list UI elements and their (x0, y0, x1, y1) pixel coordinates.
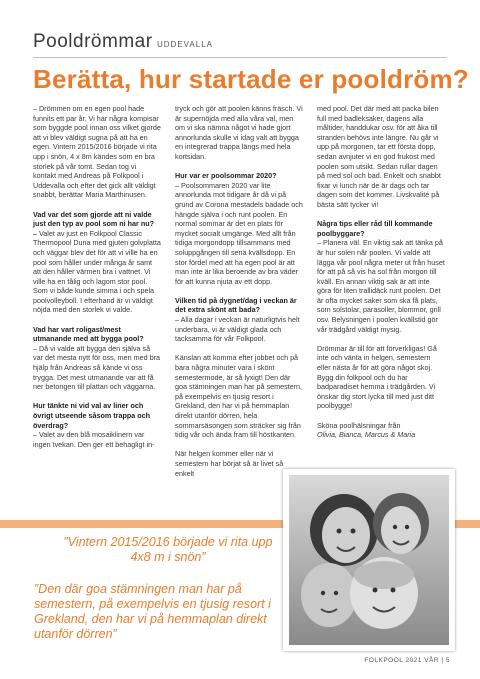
page-footer: FOLKPOOL 2021 VÅR | 5 (364, 657, 450, 664)
paragraph: med pool. Det där med att packa bilen full med badleksaker, dagens alla måltider, handdukar osv. för att åka till stranden behövs inte längre. Nu går vi upp på morgonen, tar ett första dopp, sedan avnjuter vi en god frukost med poolen som utsikt. Sedan rullar dagen på med sol och bad. Enkelt och snabbt fixar vi lunch när de är dags och tar dagen som det kommer. Livskvalité på bästa sätt tycker vi! (317, 104, 441, 209)
paragraph: tryck och gör att poolen känns fräsch. Vi är supernöjda med alla våra val, men om vi ska nämna något vi hade gjort annorlunda skulle vi idag valt att bygga en integrerad trappa längs med hela kortsidan. (175, 104, 303, 161)
article-headline: Berätta, hur startade er pooldröm? (33, 64, 469, 94)
paragraph: Drömmar är till för att förverkligas! Gå inte och vänta in helgen, semestern eller nästa år för att göra något skoj. Bygg din folkpool och du har badparadiset hemma i trädgården. Vi önskar dig stort lycka till med just ditt poolbygge! (317, 343, 437, 411)
interview-question: Hur tänkte ni vid val av liner och övrigt utseende såsom trappa och överdrag? (33, 401, 151, 430)
interview-question: Hur var er poolsommar 2020? (175, 171, 277, 181)
section-title: Pooldrömmar (33, 31, 153, 52)
paragraph: När helgen kommer eller när vi semestern har börjat så är livet så enkelt (175, 449, 284, 478)
page-header (33, 31, 447, 55)
paragraph: Känslan att komma efter jobbet och på bara några minuter vara i skönt semestermode, är så lyxigt! Den där goa stämningen man har på semestern, på exempelvis en tjusig resort i Grekland, den har vi på hemmaplan direkt utanför dörren, hela sommarsäsongen som sträcker sig från tidig vår och ända fram till höstkanten. (175, 353, 303, 440)
paragraph: – Valet av just en Folkpool Classic Thermopool Duna med gjuten golvplatta och väggar blev det för att vi ville ha en pool som håller under många år samt att den håller värmen bra i vattnet. Vi ville ha en tålig och lagom stor pool. Som vi både kunde simma i och spela poolvolleyboll. I efterhand är vi väldigt nöjda med den storlek vi valde. (33, 228, 161, 315)
interview-question: Vad har vart roligast/mest utmanande med att bygga pool? (33, 324, 144, 344)
paragraph: – Då vi valde att bygga den själva så var det mesta nytt för oss, men med bra hjälp från Andreas så kände vi oss trygga. Det mest utmanande var att få ner betongen till plattan och väggarna. (33, 343, 161, 392)
interview-question: Några tips eller råd till kommande poolbyggare? (317, 219, 433, 238)
pull-quote-1: ”Vintern 2015/2016 började vi rita upp 4x8 m i snön” (63, 535, 273, 564)
paragraph: – Poolsommaren 2020 var lite annorlunda mot tidigare år då vi på grund av Corona mestadels badade och hängde själva i och runt poolen. En normal sommar är det en plats för mycket socialt umgänge. Med allt från tidiga morgondopp tillsammans med soluppgången till sena kvällsdopp. En stor fördel med att ha egen pool är att man inte är lika beroende av bra väder för att kunna njuta av ett dopp. (175, 180, 303, 286)
family-photo-illustration (289, 475, 449, 645)
article-column-3 (317, 104, 445, 449)
article-column-1 (33, 104, 161, 459)
paragraph: – Planera väl. En viktig sak att tänka på är hur solen når poolen. Vi valde att lägga vår pool några meter ut från huset för att på så vis ha sol från morgon till kväll. En annan viktig sak är att inte göra för liten trallidäck runt poolen. Det är ofta mycket saker som ska få plats, som solstolar, parasoller, blommor, grill osv. Belysningen i poolen kvällstid gör vår trädgård väldigt mysig. (317, 238, 445, 334)
paragraph: – Alla dagar i veckan är naturligtvis helt underbara, vi är väldigt glada och tacksamma för vår Folkpool. (175, 315, 300, 344)
interview-question: Vad var det som gjorde att ni valde just den typ av pool som ni har nu? (33, 209, 154, 229)
pull-quote-2: ”Den där goa stämningen man har på semestern, på exempelvis en tjusig resort i Grekland, den har vi på hemmaplan direkt utanför dörren” (34, 582, 271, 641)
family-photo (283, 469, 455, 651)
interview-question: Vilken tid på dygnet/dag i veckan är det extra skönt att bada? (175, 295, 297, 315)
header-divider (33, 57, 447, 58)
paragraph: – Drömmen om en egen pool hade funnits ett par år. Vi har några kompisar som byggde pool innan oss vilket gjorde att vi blev väldigt sugna på att ha en egen. Vintern 2015/2016 började vi rita upp i snön, 4 x 8m kändes som en bra storlek på vår tomt. Sedan tog vi kontakt med Andreas på Folkpool i Uddevalla och efter det gick allt väldigt snabbt, berättar Maria Marthinusen. (33, 104, 161, 200)
article-column-2 (175, 104, 303, 488)
signature-names: Olivia, Bianca, Marcus & Maria (317, 430, 416, 440)
city-label: UDDEVALLA (157, 40, 213, 49)
paragraph: – Valet av den blå mosaiklinern var ingen tvekan. Den ger ett behagligt in- (33, 430, 155, 449)
signature-greeting: Sköna poolhälsningar från (317, 420, 401, 430)
